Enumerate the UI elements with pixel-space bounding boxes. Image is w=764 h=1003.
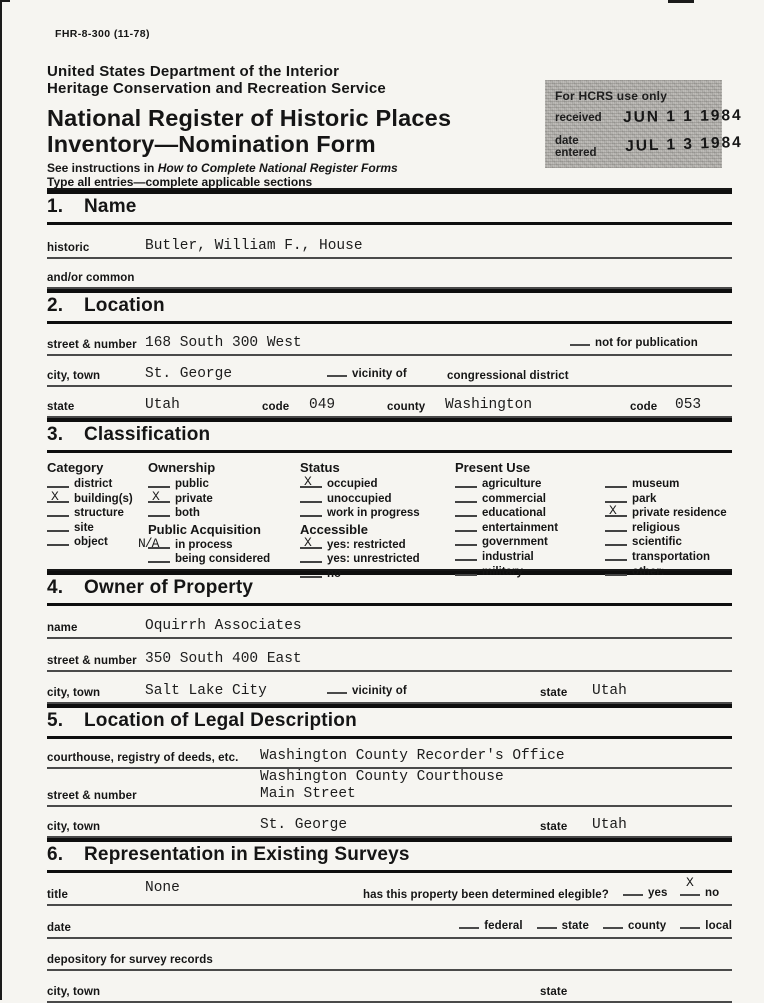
field-courthouse	[47, 739, 732, 769]
option-label: structure	[74, 507, 124, 520]
field-owner-city	[47, 672, 732, 704]
field-owner-name	[47, 606, 732, 639]
check-blank	[680, 888, 700, 896]
legal-street-value-line1: Washington County Courthouse	[260, 769, 504, 785]
option-other	[605, 565, 727, 580]
check-blank	[327, 369, 347, 377]
option-label: other:	[632, 565, 665, 578]
field-owner-street	[47, 639, 732, 672]
county-label: county	[387, 401, 426, 413]
public-acquisition-header: Public Acquisition	[148, 521, 261, 537]
survey-date-label: date	[47, 922, 72, 934]
instructions-line-2: Type all entries—complete applicable sections	[47, 174, 313, 189]
classification-grid	[47, 453, 732, 580]
section-title: Owner of Property	[84, 577, 254, 598]
owner-name-label: name	[47, 622, 78, 634]
check-blank	[605, 523, 627, 532]
option-scientific	[605, 535, 727, 550]
option-label: scientific	[632, 536, 682, 549]
option-private-residence	[605, 503, 727, 521]
option-yes-unrestricted	[300, 552, 420, 567]
option-label: agriculture	[482, 478, 542, 490]
eligible-no-mark: X	[686, 875, 694, 890]
option-industrial	[455, 550, 558, 565]
present-use-col-1	[455, 477, 558, 579]
eligible-yes-field	[623, 883, 668, 901]
check-blank	[300, 534, 322, 550]
check-blank	[455, 552, 477, 561]
section-number: 1.	[47, 196, 64, 217]
option-unoccupied	[300, 492, 420, 507]
present-use-header: Present Use	[455, 460, 531, 475]
received-label: received	[555, 112, 602, 124]
option-transportation	[605, 550, 727, 565]
agency-line-1: United States Department of the Interior	[47, 63, 340, 80]
street-number-value: 168 South 300 West	[145, 335, 302, 351]
option-label: entertainment	[482, 521, 559, 534]
option-museum	[605, 477, 727, 492]
field-legal-street	[47, 769, 732, 807]
option-label: government	[482, 536, 548, 549]
section-number: 6.	[47, 844, 64, 865]
owner-city-label: city, town	[47, 687, 101, 699]
level-federal	[459, 916, 522, 934]
instructions-prefix: See instructions in	[47, 161, 158, 175]
city-town-label: city, town	[47, 370, 101, 382]
state-label: state	[47, 401, 75, 413]
check-blank	[455, 479, 477, 488]
state-value: Utah	[145, 397, 180, 413]
level-local	[680, 916, 732, 934]
form-title-line-1: National Register of Historic Places	[47, 105, 452, 131]
county-code-value: 053	[675, 397, 702, 413]
option-label: public	[175, 478, 209, 490]
legal-state-label: state	[540, 821, 568, 833]
option-label: private residence	[632, 507, 727, 520]
stamp-received-row	[555, 106, 743, 127]
field-survey-city	[47, 971, 732, 1003]
field-legal-city	[47, 807, 732, 838]
option-educational	[455, 506, 558, 521]
level-label: federal	[484, 920, 523, 932]
option-no	[300, 567, 420, 582]
option-park	[605, 492, 727, 507]
owner-street-value: 350 South 400 East	[145, 651, 302, 667]
check-blank	[605, 494, 627, 503]
option-yes-restricted	[300, 534, 420, 553]
agency-line-2: Heritage Conservation and Recreation Service	[47, 80, 386, 97]
survey-title-value: None	[145, 880, 180, 896]
option-label: educational	[482, 507, 546, 520]
check-blank	[680, 921, 700, 929]
option-label: military	[482, 565, 523, 578]
option-private	[148, 488, 270, 507]
option-label: industrial	[482, 550, 534, 563]
option-label: yes: unrestricted	[327, 553, 420, 566]
check-blank	[605, 503, 627, 519]
owner-name-value: Oquirrh Associates	[145, 618, 302, 634]
option-government	[455, 535, 558, 550]
eligible-no-label: no	[705, 887, 720, 899]
option-in-process	[138, 535, 270, 553]
option-site	[47, 521, 133, 536]
option-both	[148, 506, 270, 521]
check-blank	[327, 686, 347, 694]
check-blank	[148, 554, 170, 563]
field-depository	[47, 939, 732, 971]
owner-vicinity-label: vicinity of	[352, 685, 407, 697]
option-district	[47, 477, 133, 492]
level-label: state	[561, 920, 589, 932]
check-blank	[300, 554, 322, 563]
ownership-header: Ownership	[148, 460, 216, 475]
section-title: Classification	[84, 424, 211, 445]
stamp-header: For HCRS use only	[555, 89, 668, 103]
category-column	[47, 460, 133, 550]
section-3-classification-header	[47, 418, 732, 453]
check-blank	[300, 569, 322, 578]
check-blank	[148, 508, 170, 517]
field-historic	[47, 225, 732, 259]
option-entertainment	[455, 521, 558, 536]
check-blank	[455, 494, 477, 503]
county-code-label: code	[630, 401, 658, 413]
option-buildings	[47, 488, 133, 507]
check-blank	[138, 535, 170, 551]
option-commercial	[455, 492, 558, 507]
check-mark: X	[152, 488, 160, 504]
status-header: Status	[300, 460, 340, 475]
option-label: district	[74, 478, 113, 490]
option-label: park	[632, 492, 657, 505]
check-blank	[455, 537, 477, 546]
depository-label: depository for survey records	[47, 954, 213, 966]
check-blank	[459, 921, 479, 929]
option-occupied	[300, 474, 420, 492]
check-blank	[148, 488, 170, 504]
section-number: 4.	[47, 577, 64, 598]
option-object	[47, 535, 133, 550]
option-label: private	[175, 492, 213, 505]
option-label: commercial	[482, 492, 546, 505]
check-blank	[47, 488, 69, 504]
check-blank	[603, 921, 623, 929]
received-date-stamp: JUN 1 1 1984	[622, 106, 743, 127]
instructions-manual-title: How to Complete National Register Forms	[157, 161, 398, 175]
check-blank	[47, 537, 69, 546]
section-2-location-header	[47, 289, 732, 324]
check-blank	[300, 474, 322, 489]
vicinity-field	[327, 364, 407, 382]
option-label: religious	[632, 521, 680, 534]
check-blank	[605, 537, 627, 546]
owner-city-value: Salt Lake City	[145, 683, 267, 699]
present-use-columns	[455, 477, 727, 579]
status-column	[300, 460, 420, 582]
check-mark: X	[609, 503, 617, 519]
check-blank	[47, 508, 69, 517]
field-and-or-common	[47, 259, 732, 289]
check-blank	[47, 523, 69, 532]
check-mark: X	[304, 474, 312, 489]
option-label: both	[175, 507, 200, 520]
field-state	[47, 387, 732, 418]
option-label: transportation	[632, 550, 710, 563]
section-1-name-header	[47, 190, 732, 225]
option-label: object	[74, 536, 108, 549]
section-6-surveys-header	[47, 838, 732, 873]
not-for-publication-label: not for publication	[595, 337, 698, 349]
field-survey-date	[47, 906, 732, 939]
option-label: work in progress	[327, 507, 420, 520]
section-title: Location of Legal Description	[84, 710, 357, 731]
option-label: unoccupied	[327, 492, 392, 505]
legal-street-label: street & number	[47, 790, 137, 802]
owner-street-label: street & number	[47, 655, 137, 667]
legal-street-value-line2: Main Street	[260, 786, 356, 802]
level-county	[603, 916, 666, 934]
eligible-yes-label: yes	[648, 887, 668, 899]
section-title: Representation in Existing Surveys	[84, 844, 410, 865]
survey-state-label: state	[540, 986, 568, 998]
option-agriculture	[455, 477, 558, 492]
legal-state-value: Utah	[592, 817, 627, 833]
section-number: 5.	[47, 710, 64, 731]
courthouse-label: courthouse, registry of deeds, etc.	[47, 752, 239, 764]
check-blank	[570, 338, 590, 346]
date-entered-label: date entered	[555, 135, 597, 159]
survey-city-label: city, town	[47, 986, 101, 998]
level-state	[537, 916, 589, 934]
check-blank	[455, 508, 477, 517]
owner-vicinity-field	[327, 681, 407, 699]
courthouse-value: Washington County Recorder's Office	[260, 748, 565, 764]
eligible-no-field	[680, 883, 719, 901]
option-public	[148, 477, 270, 492]
form-title-line-2: Inventory—Nomination Form	[47, 130, 376, 157]
check-blank	[623, 888, 643, 896]
check-blank	[300, 508, 322, 517]
stamp-entered-row	[555, 131, 744, 159]
present-use-col-2	[605, 477, 727, 579]
state-code-value: 049	[309, 397, 336, 413]
form-header	[47, 0, 744, 190]
field-survey-title	[47, 873, 732, 906]
congressional-district-label: congressional district	[447, 370, 569, 382]
level-label: local	[705, 920, 732, 932]
vicinity-label: vicinity of	[352, 368, 407, 380]
section-title: Name	[84, 196, 137, 217]
check-blank	[605, 479, 627, 488]
code-label: code	[262, 401, 290, 413]
check-blank	[455, 567, 477, 576]
check-blank	[47, 479, 69, 488]
ownership-column	[138, 460, 271, 567]
check-blank	[455, 523, 477, 532]
hcrs-stamp-box	[545, 80, 744, 168]
city-town-value: St. George	[145, 366, 233, 382]
county-value: Washington	[445, 397, 533, 413]
field-city-town	[47, 356, 732, 387]
option-work-in-progress	[300, 506, 420, 521]
option-military	[455, 565, 558, 580]
section-5-legal-header	[47, 704, 732, 739]
option-label: occupied	[327, 478, 378, 490]
date-entered-stamp: JUL 1 3 1984	[624, 133, 744, 155]
legal-city-label: city, town	[47, 821, 101, 833]
historic-value: Butler, William F., House	[145, 238, 363, 254]
option-structure	[47, 506, 133, 521]
accessible-header: Accessible	[300, 521, 368, 537]
check-mark: X	[304, 534, 312, 550]
option-label: in process	[175, 538, 233, 551]
section-title: Location	[84, 295, 165, 316]
eligibility-question: has this property been determined elegible?	[363, 889, 609, 901]
survey-title-label: title	[47, 889, 68, 901]
category-header: Category	[47, 460, 104, 475]
option-being-considered	[148, 552, 270, 567]
check-blank	[300, 494, 322, 503]
option-label: building(s)	[74, 492, 133, 505]
historic-label: historic	[47, 242, 90, 254]
owner-state-value: Utah	[592, 683, 627, 699]
survey-level-options	[445, 916, 732, 934]
section-number: 3.	[47, 424, 64, 445]
not-for-publication-field	[570, 333, 698, 351]
owner-state-label: state	[540, 687, 568, 699]
na-mark: N/A	[138, 535, 159, 551]
check-blank	[148, 479, 170, 488]
legal-city-value: St. George	[260, 817, 348, 833]
option-label: yes: restricted	[327, 538, 406, 551]
option-label: museum	[632, 478, 680, 490]
check-mark: X	[51, 488, 59, 504]
street-number-label: street & number	[47, 339, 137, 351]
present-use-column	[455, 460, 727, 579]
check-blank	[537, 921, 557, 929]
option-label: being considered	[175, 553, 271, 566]
option-label: site	[74, 521, 94, 534]
field-street-number	[47, 324, 732, 356]
level-label: county	[627, 920, 667, 932]
common-label: and/or common	[47, 272, 135, 284]
check-blank	[605, 552, 627, 561]
form-number: FHR-8-300 (11-78)	[55, 28, 150, 40]
check-blank	[605, 567, 627, 576]
option-religious	[605, 521, 727, 536]
section-number: 2.	[47, 295, 64, 316]
option-label: no	[327, 567, 342, 580]
